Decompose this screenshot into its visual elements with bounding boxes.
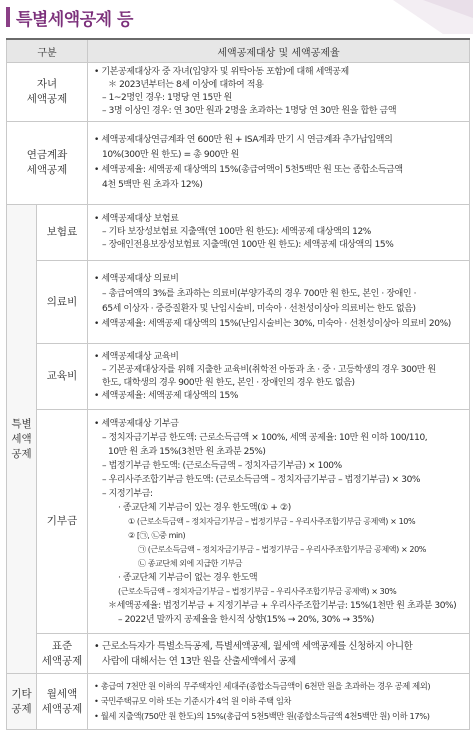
row-content-education: • 세액공제대상 교육비 – 기본공제대상자를 위해 지출한 교육비(취학전 아동과 초 · 중 · 고등학생의 경우 300만 원 한도, 대학생의 경우 900만 원 한도, 본인 · 장애인의 경우 한도 없음) • 세액공제율: 세액공제 대상액의 15% — [88, 344, 470, 410]
table-row — [7, 205, 470, 261]
header-content: 세액공제대상 및 세액공제율 — [88, 39, 470, 63]
row-content-donation: • 세액공제대상 기부금 – 정치자금기부금 한도액: 근로소득금액 × 100%, 세액 공제율: 10만 원 이하 100/110, 10만 원 초과 15%(3천만 원 초과분 25%) – 법정기부금 한도액: (근로소득금액 – 정치자금기부금) × 100% – 우리사주조합기부금 한도액: (근로소득금액 – 정치자금기부금 – 법정기부금) × 30% – 지정기부금: · 종교단체 기부금이 있는 경우 한도액(① + ②) ① (근로소득금액 – 정치자금기부금 – 법정기부금 – 우리사주조합기부금 공제액) × 10% ② [㉠, ㉡중 min) ㉠ (근로소득금액 – 정치자금기부금 – 법정기부금 – 우리사주조합기부금 공제액) × 20% ㉡ 종교단체 외에 지급한 기부금 · 종교단체 기부금이 없는 경우 한도액 (근로소득금액 – 정치자금기부금 – 법정기부금 – 우리사주조합기부금 공제액) × 30% ＊세액공제율: 법정기부금 + 지정기부금 + 우리사주조합기부금: 15%(1천만 원 초과분 30%) – 2022년 말까지 공제율을 한시적 상향(15% → 20%, 30% → 35%) — [88, 410, 470, 634]
row-label-medical: 의료비 — [37, 261, 88, 344]
row-content-standard: • 근로소득자가 특별소득공제, 특별세액공제, 월세액 세액공제를 신청하지 아니한 사람에 대해서는 연 13만 원을 산출세액에서 공제 — [88, 634, 470, 674]
title-accent-bar — [6, 7, 10, 27]
table-header-row — [7, 39, 470, 63]
row-label-insurance: 보험료 — [37, 205, 88, 261]
table-row — [7, 634, 470, 674]
table-row — [7, 674, 470, 730]
row-label-donation: 기부금 — [37, 410, 88, 634]
row-label-pension: 연금계좌 세액공제 — [7, 122, 88, 205]
deduction-table — [6, 38, 470, 730]
table-row — [7, 122, 470, 205]
row-label-education: 교육비 — [37, 344, 88, 410]
corner-decoration-icon — [353, 0, 473, 34]
row-group-special: 특별 세액 공제 — [7, 205, 37, 674]
row-content-insurance: • 세액공제대상 보험료 – 기타 보장성보험료 지출액(연 100만 원 한도): 세액공제 대상액의 12% – 장애인전용보장성보험료 지출액(연 100만 원 한도): 세액공제 대상액의 15% — [88, 205, 470, 261]
row-content-medical: • 세액공제대상 의료비 – 총급여액의 3%를 초과하는 의료비(부양가족의 경우 700만 원 한도, 본인 · 장애인 · 65세 이상자 · 중증질환자 및 난임시술비, 미숙아 · 선천성이상아 의료비는 한도 없음) • 세액공제율: 세액공제 대상액의 15%(난임시술비는 30%, 미숙아 · 선천성이상아 의료비 20%) — [88, 261, 470, 344]
row-group-other: 기타 공제 — [7, 674, 37, 730]
header-category: 구분 — [7, 39, 88, 63]
row-content-child: • 기본공제대상자 중 자녀(입양자 및 위탁아동 포함)에 대해 세액공제 ＊ 2023년부터는 8세 이상에 대하여 적용 – 1~2명인 경우: 1명당 연 15만 원 – 3명 이상인 경우: 연 30만 원과 2명을 초과하는 1명당 연 30만 원을 합한 금액 — [88, 63, 470, 122]
table-row — [7, 410, 470, 634]
row-content-rent: • 총급여 7천만 원 이하의 무주택자인 세대주(종합소득금액이 6천만 원을 초과하는 경우 공제 제외) • 국민주택규모 이하 또는 기준시가 4억 원 이하 주택 임차 • 월세 지출액(750만 원 한도)의 15%(총급여 5천5백만 원(종합소득금액 4천5백만 원) 이하 17%) — [88, 674, 470, 730]
table-row — [7, 63, 470, 122]
row-content-pension: • 세액공제대상연금계좌 연 600만 원 + ISA계좌 만기 시 연금계좌 추가납입액의 10%(300만 원 한도) = 총 900만 원 • 세액공제율: 세액공제 대상액의 15%(총급여액이 5천5백만 원 또는 종합소득금액 4천 5백만 원 초과자 12%) — [88, 122, 470, 205]
table-row — [7, 344, 470, 410]
row-label-standard: 표준 세액공제 — [37, 634, 88, 674]
page-title: 특별세액공제 등 — [16, 9, 133, 30]
row-label-child: 자녀 세액공제 — [7, 63, 88, 122]
row-label-rent: 월세액 세액공제 — [37, 674, 88, 730]
title-block — [6, 2, 133, 32]
table-row — [7, 261, 470, 344]
